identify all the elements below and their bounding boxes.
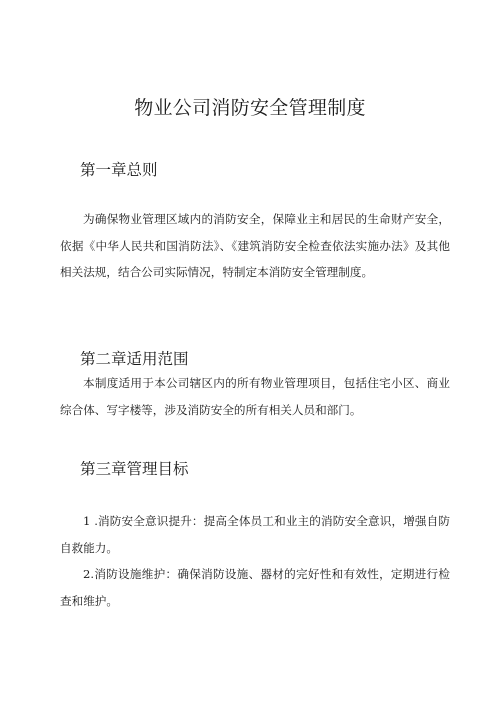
goal-item: 1 .消防安全意识提升：提高全体员工和业主的消防安全意识，增强自防自救能力。 [60,514,450,555]
document-title: 物业公司消防安全管理制度 [134,97,366,119]
paragraph-general: 为确保物业管理区域内的消防安全，保障业主和居民的生命财产安全，依据《中华人民共和国消防法》、《建筑消防安全检查依法实施办法》及其他相关法规，结合公司实际情况，特制定本消防安全管理制度。 [60,212,450,279]
chapter-heading-scope: 第二章适用范围 [80,350,189,368]
goal-item: 2.消防设施维护：确保消防设施、器材的完好性和有效性，定期进行检查和维护。 [60,567,450,608]
chapter-heading-goals: 第三章管理目标 [80,460,189,478]
chapter-heading-general: 第一章总则 [80,161,158,179]
paragraph-scope: 本制度适用于本公司辖区内的所有物业管理项目，包括住宅小区、商业综合体、写字楼等，涉及消防安全的所有相关人员和部门。 [60,376,450,417]
